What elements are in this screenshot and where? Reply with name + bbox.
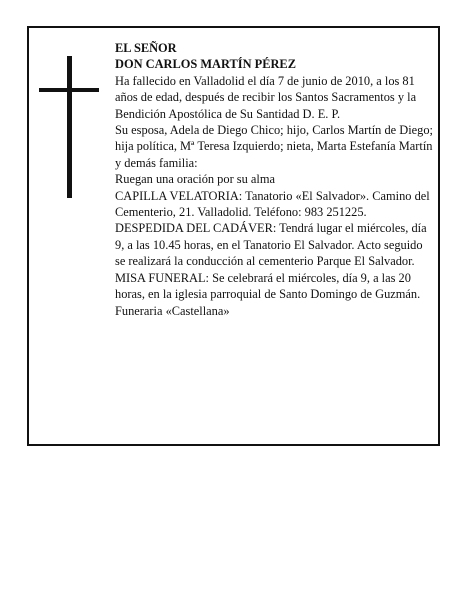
chapel-info: CAPILLA VELATORIA: Tanatorio «El Salvador». Camino del Cementerio, 21. Valladolid. Teléfono: 983 251225. (115, 188, 430, 220)
latin-cross-icon (39, 56, 99, 198)
obituary-notice (27, 26, 440, 446)
cross-vertical-bar (67, 56, 72, 198)
funeral-home: Funeraria «Castellana» (115, 303, 230, 318)
family-list: Su esposa, Adela de Diego Chico; hijo, Carlos Martín de Diego; hija política, Mª Teresa Izquierdo; nieta, Marta Estefanía Martín y demás familia: (115, 123, 433, 170)
farewell-info: DESPEDIDA DEL CADÁVER: Tendrá lugar el miércoles, día 9, a las 10.45 horas, en el Tanatorio El Salvador. Acto seguido se realizará la conducción al cementerio Parque El Salvador. (115, 221, 427, 269)
cross-horizontal-bar (39, 88, 99, 92)
funeral-mass-info: MISA FUNERAL: Se celebrará el miércoles, día 9, a las 20 horas, en la iglesia parroquial de Santo Domingo de Guzmán. (115, 270, 421, 302)
deceased-name: DON CARLOS MARTÍN PÉREZ (115, 57, 296, 72)
death-announcement: Ha fallecido en Valladolid el día 7 de junio de 2010, a los 81 años de edad, después de recibir los Santos Sacramentos y la Bendición Apostólica de Su Santidad D. E. P. (115, 73, 417, 121)
prayer-request: Ruegan una oración por su alma (115, 172, 275, 187)
obituary-text (115, 40, 435, 319)
title-line-1: EL SEÑOR (115, 41, 177, 55)
